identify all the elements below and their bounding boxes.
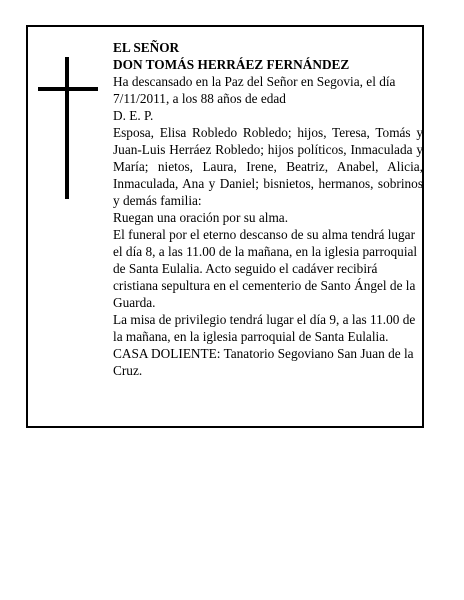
family-list: Esposa, Elisa Robledo Robledo; hijos, Teresa, Tomás y Juan-Luis Herráez Robledo; hijos políticos, Inmaculada y María; nietos, Laura, Irene, Beatriz, Anabel, Alicia, Inmaculada, Ana y Daniel; bisnietos, hermanos, sobrinos y demás familia:	[113, 125, 423, 208]
death-info: Ha descansado en la Paz del Señor en Segovia, el día 7/11/2011, a los 88 años de edad	[113, 74, 396, 106]
mourning-house: CASA DOLIENTE: Tanatorio Segoviano San Juan de la Cruz.	[113, 346, 414, 378]
funeral-info: El funeral por el eterno descanso de su alma tendrá lugar el día 8, a las 11.00 de la mañana, en la iglesia parroquial de Santa Eulalia. Acto seguido el cadáver recibirá cristiana sepultura en el cementerio de Santo Ángel de la Guarda.	[113, 227, 418, 310]
prayer-request: Ruegan una oración por su alma.	[113, 210, 289, 225]
deceased-name: DON TOMÁS HERRÁEZ FERNÁNDEZ	[113, 57, 350, 72]
rip-text: D. E. P.	[113, 108, 154, 123]
obituary-text	[113, 39, 423, 379]
mass-info: La misa de privilegio tendrá lugar el día 9, a las 11.00 de la mañana, en la iglesia parroquial de Santa Eulalia.	[113, 312, 416, 344]
cross-horizontal-bar	[38, 87, 98, 91]
obituary-notice	[26, 25, 424, 428]
cross-icon	[38, 57, 98, 199]
cross-vertical-bar	[65, 57, 69, 199]
title-line-1: EL SEÑOR	[113, 40, 180, 55]
